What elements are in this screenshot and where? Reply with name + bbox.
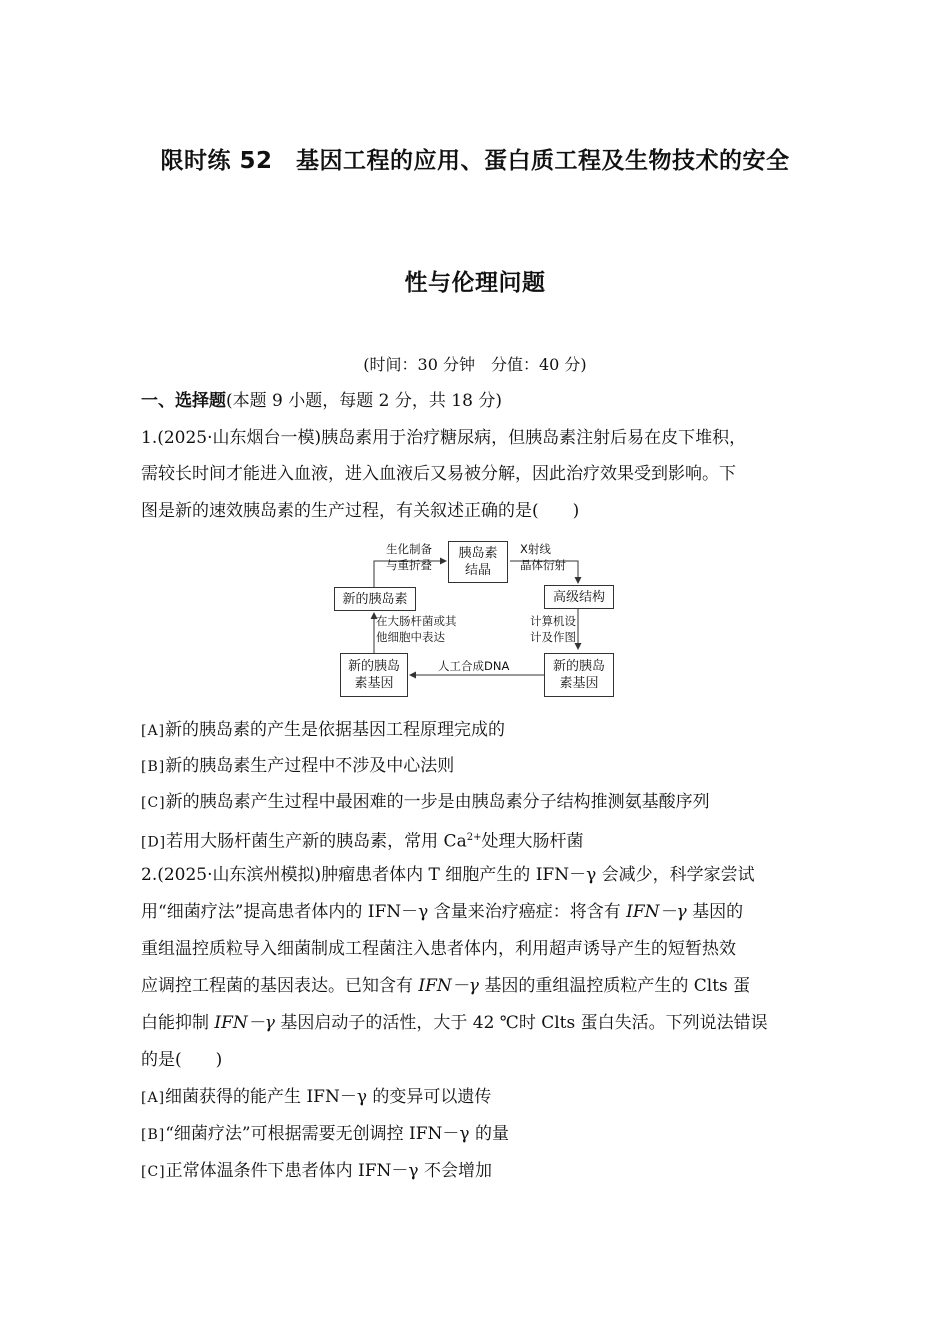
label-artificial-dna: 人工合成DNA — [438, 659, 510, 673]
title-line-2: 性与伦理问题 — [404, 270, 546, 296]
box-new-insulin: 新的胰岛素 — [334, 587, 416, 611]
title-line-1: 限时练 52 基因工程的应用、蛋白质工程及生物技术的安全 — [160, 148, 790, 174]
box-insulin-crystal: 胰岛素 结晶 — [448, 541, 508, 583]
q2-line-1: 2.(2025·山东滨州模拟)肿瘤患者体内 T 细胞产生的 IFN－γ 会减少，科学家尝试 — [141, 865, 755, 885]
q1-option-c: [C]新的胰岛素产生过程中最困难的一步是由胰岛素分子结构推测氨基酸序列 — [141, 792, 710, 812]
q2-line-2: 用“细菌疗法”提高患者体内的 IFN－γ 含量来治疗癌症：将含有 IFN－γ 基因的 — [141, 902, 744, 922]
section-note: (本题 9 小题，每题 2 分，共 18 分) — [226, 391, 502, 411]
q2-line-3: 重组温控质粒导入细菌制成工程菌注入患者体内，利用超声诱导产生的短暂热效 — [141, 939, 736, 959]
label-computer-design: 计算机设 计及作图 — [530, 614, 576, 644]
box-advanced-structure: 高级结构 — [544, 585, 614, 609]
q2-option-a: [A]细菌获得的能产生 IFN－γ 的变异可以遗传 — [141, 1087, 492, 1107]
q1-option-b: [B]新的胰岛素生产过程中不涉及中心法则 — [141, 756, 455, 776]
box-new-gene-left: 新的胰岛 素基因 — [340, 653, 408, 697]
q2-line-6: 的是( ) — [141, 1050, 223, 1070]
label-biochem-prep: 生化制备 与重折叠 — [386, 542, 432, 572]
insulin-production-diagram — [330, 533, 620, 705]
q2-option-c: [C]正常体温条件下患者体内 IFN－γ 不会增加 — [141, 1161, 492, 1181]
q2-line-5: 白能抑制 IFN－γ 基因启动子的活性，大于 42 ℃时 Clts 蛋白失活。下列说法错误 — [141, 1013, 768, 1033]
q1-line-1: 1.(2025·山东烟台一模)胰岛素用于治疗糖尿病，但胰岛素注射后易在皮下堆积， — [141, 428, 747, 448]
q2-option-b: [B]“细菌疗法”可根据需要无创调控 IFN－γ 的量 — [141, 1124, 509, 1144]
box-new-gene-right: 新的胰岛 素基因 — [544, 653, 614, 697]
q1-option-a: [A]新的胰岛素的产生是依据基因工程原理完成的 — [141, 720, 506, 740]
q1-line-3: 图是新的速效胰岛素的生产过程，有关叙述正确的是( ) — [141, 501, 580, 521]
section-title: 一、选择题 — [141, 391, 226, 411]
label-express: 在大肠杆菌或其 他细胞中表达 — [376, 614, 457, 644]
q1-option-d: [D]若用大肠杆菌生产新的胰岛素，常用 $Ca^{2+}$处理大肠杆菌 — [141, 831, 584, 852]
section-heading — [141, 389, 811, 413]
label-xray: X射线 晶体衍射 — [520, 542, 566, 572]
q2-line-4: 应调控工程菌的基因表达。已知含有 IFN－γ 基因的重组温控质粒产生的 Clts 蛋 — [141, 976, 751, 996]
q1-line-2: 需较长时间才能进入血液，进入血液后又易被分解，因此治疗效果受到影响。下 — [141, 464, 736, 484]
time-score-info: (时间：30 分钟 分值：40 分) — [363, 355, 587, 374]
